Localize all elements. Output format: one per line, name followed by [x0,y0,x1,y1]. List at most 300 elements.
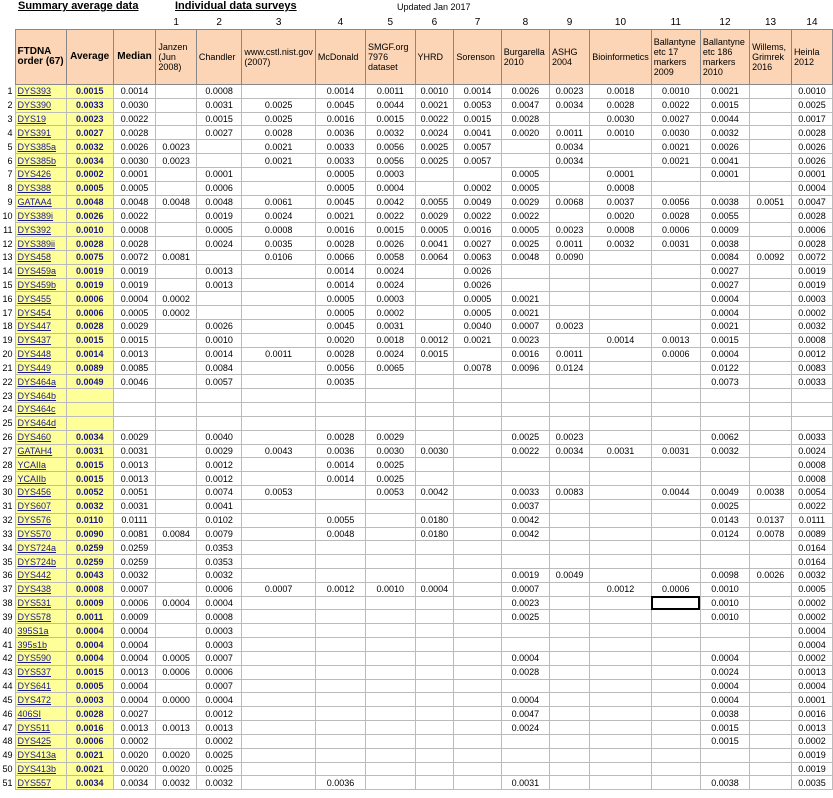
survey-value-cell[interactable] [750,333,792,347]
survey-header-8[interactable]: Burgarella 2010 [501,30,549,85]
survey-value-cell[interactable]: 0.0022 [501,209,549,223]
survey-value-cell[interactable] [242,610,316,624]
survey-value-cell[interactable]: 0.0004 [791,181,832,195]
survey-value-cell[interactable]: 0.0008 [791,333,832,347]
average-cell[interactable]: 0.0021 [66,748,113,762]
survey-value-cell[interactable] [651,458,700,472]
survey-value-cell[interactable] [590,762,652,776]
survey-value-cell[interactable]: 0.0021 [501,306,549,320]
survey-value-cell[interactable]: 0.0001 [700,167,749,181]
survey-value-cell[interactable]: 0.0003 [366,167,415,181]
survey-value-cell[interactable] [700,748,749,762]
survey-value-cell[interactable]: 0.0026 [454,264,501,278]
survey-value-cell[interactable]: 0.0013 [791,665,832,679]
survey-value-cell[interactable] [651,278,700,292]
marker-cell[interactable]: DYS459b [15,278,66,292]
survey-value-cell[interactable] [750,541,792,555]
median-cell[interactable]: 0.0004 [113,292,156,306]
average-cell[interactable]: 0.0089 [66,361,113,375]
survey-value-cell[interactable]: 0.0029 [196,444,241,458]
survey-value-cell[interactable] [590,389,652,403]
survey-value-cell[interactable] [590,278,652,292]
marker-cell[interactable]: DYS19 [15,112,66,126]
marker-cell[interactable]: 406SI [15,707,66,721]
survey-value-cell[interactable] [454,679,501,693]
survey-value-cell[interactable] [366,665,415,679]
survey-header-13[interactable]: Willems, Grimrek 2016 [750,30,792,85]
survey-value-cell[interactable]: 0.0029 [501,195,549,209]
survey-value-cell[interactable]: 0.0028 [315,430,365,444]
median-cell[interactable]: 0.0004 [113,651,156,665]
median-cell[interactable]: 0.0034 [113,776,156,790]
survey-value-cell[interactable] [750,555,792,569]
survey-value-cell[interactable] [750,209,792,223]
average-cell[interactable]: 0.0032 [66,499,113,513]
survey-value-cell[interactable] [549,748,589,762]
survey-value-cell[interactable] [242,292,316,306]
survey-value-cell[interactable] [750,499,792,513]
survey-value-cell[interactable]: 0.0056 [315,361,365,375]
median-cell[interactable]: 0.0019 [113,278,156,292]
survey-value-cell[interactable] [242,665,316,679]
survey-value-cell[interactable] [454,499,501,513]
survey-value-cell[interactable] [700,624,749,638]
survey-value-cell[interactable] [415,472,454,486]
survey-value-cell[interactable]: 0.0020 [156,748,196,762]
survey-value-cell[interactable]: 0.0019 [791,748,832,762]
average-cell[interactable]: 0.0006 [66,734,113,748]
survey-value-cell[interactable]: 0.0049 [454,195,501,209]
survey-value-cell[interactable] [651,734,700,748]
survey-value-cell[interactable] [242,458,316,472]
survey-header-5[interactable]: SMGF.org 7976 dataset [366,30,415,85]
survey-value-cell[interactable] [501,389,549,403]
average-header[interactable]: Average [66,30,113,85]
survey-value-cell[interactable] [549,721,589,735]
survey-value-cell[interactable] [156,679,196,693]
average-cell[interactable]: 0.0259 [66,541,113,555]
survey-value-cell[interactable]: 0.0028 [315,347,365,361]
marker-cell[interactable]: DYS442 [15,568,66,582]
survey-value-cell[interactable]: 0.0020 [156,762,196,776]
survey-value-cell[interactable]: 0.0001 [791,167,832,181]
survey-value-cell[interactable] [315,693,365,707]
survey-value-cell[interactable]: 0.0024 [366,347,415,361]
survey-value-cell[interactable]: 0.0021 [700,85,749,99]
survey-value-cell[interactable]: 0.0027 [454,237,501,251]
survey-value-cell[interactable]: 0.0025 [196,748,241,762]
survey-value-cell[interactable] [366,762,415,776]
survey-value-cell[interactable]: 0.0025 [196,762,241,776]
survey-value-cell[interactable]: 0.0016 [315,112,365,126]
survey-value-cell[interactable] [454,375,501,389]
survey-value-cell[interactable] [590,458,652,472]
survey-value-cell[interactable] [549,292,589,306]
survey-value-cell[interactable] [366,638,415,652]
survey-value-cell[interactable]: 0.0015 [366,112,415,126]
survey-value-cell[interactable] [750,140,792,154]
survey-value-cell[interactable] [156,638,196,652]
survey-value-cell[interactable] [590,361,652,375]
median-cell[interactable]: 0.0032 [113,568,156,582]
median-cell[interactable] [113,416,156,430]
survey-value-cell[interactable] [651,430,700,444]
survey-value-cell[interactable]: 0.0019 [501,568,549,582]
survey-value-cell[interactable]: 0.0044 [700,112,749,126]
survey-value-cell[interactable]: 0.0041 [415,237,454,251]
survey-value-cell[interactable] [315,555,365,569]
survey-value-cell[interactable] [242,167,316,181]
survey-value-cell[interactable] [590,665,652,679]
survey-value-cell[interactable]: 0.0106 [242,250,316,264]
survey-value-cell[interactable] [242,361,316,375]
survey-value-cell[interactable]: 0.0033 [315,154,365,168]
survey-value-cell[interactable] [549,167,589,181]
survey-value-cell[interactable] [242,389,316,403]
median-cell[interactable]: 0.0007 [113,582,156,596]
survey-value-cell[interactable] [242,320,316,334]
survey-value-cell[interactable]: 0.0002 [791,734,832,748]
marker-cell[interactable]: DYS464b [15,389,66,403]
survey-value-cell[interactable] [549,403,589,417]
survey-value-cell[interactable] [454,776,501,790]
survey-value-cell[interactable] [366,513,415,527]
survey-value-cell[interactable]: 0.0055 [315,513,365,527]
survey-value-cell[interactable]: 0.0026 [454,278,501,292]
survey-value-cell[interactable]: 0.0005 [156,651,196,665]
survey-value-cell[interactable]: 0.0043 [242,444,316,458]
survey-value-cell[interactable] [454,527,501,541]
survey-value-cell[interactable]: 0.0090 [549,250,589,264]
survey-value-cell[interactable]: 0.0022 [791,499,832,513]
survey-value-cell[interactable] [242,624,316,638]
survey-value-cell[interactable]: 0.0041 [454,126,501,140]
survey-value-cell[interactable] [156,223,196,237]
survey-value-cell[interactable]: 0.0005 [315,306,365,320]
survey-value-cell[interactable]: 0.0031 [590,444,652,458]
survey-value-cell[interactable] [700,472,749,486]
survey-value-cell[interactable]: 0.0083 [549,486,589,500]
survey-value-cell[interactable] [415,264,454,278]
survey-value-cell[interactable]: 0.0023 [549,85,589,99]
survey-value-cell[interactable] [315,762,365,776]
median-cell[interactable]: 0.0029 [113,430,156,444]
survey-value-cell[interactable]: 0.0078 [750,527,792,541]
average-cell[interactable]: 0.0090 [66,527,113,541]
survey-value-cell[interactable] [750,292,792,306]
survey-value-cell[interactable] [415,292,454,306]
marker-cell[interactable]: YCAIIb [15,472,66,486]
survey-value-cell[interactable] [156,320,196,334]
survey-value-cell[interactable] [590,734,652,748]
survey-value-cell[interactable] [415,624,454,638]
survey-value-cell[interactable]: 0.0022 [454,209,501,223]
survey-value-cell[interactable] [415,721,454,735]
median-cell[interactable]: 0.0005 [113,181,156,195]
survey-value-cell[interactable] [590,347,652,361]
survey-value-cell[interactable] [750,154,792,168]
survey-value-cell[interactable] [415,665,454,679]
survey-value-cell[interactable] [590,596,652,610]
survey-value-cell[interactable] [750,762,792,776]
median-cell[interactable]: 0.0030 [113,98,156,112]
survey-value-cell[interactable] [454,748,501,762]
median-cell[interactable]: 0.0015 [113,333,156,347]
survey-value-cell[interactable] [590,555,652,569]
survey-value-cell[interactable]: 0.0032 [791,320,832,334]
survey-value-cell[interactable]: 0.0010 [366,582,415,596]
survey-value-cell[interactable] [651,721,700,735]
survey-value-cell[interactable] [156,707,196,721]
survey-value-cell[interactable]: 0.0018 [590,85,652,99]
marker-cell[interactable]: GATAA4 [15,195,66,209]
average-cell[interactable]: 0.0033 [66,98,113,112]
survey-value-cell[interactable]: 0.0037 [501,499,549,513]
survey-value-cell[interactable]: 0.0040 [454,320,501,334]
survey-value-cell[interactable]: 0.0047 [501,98,549,112]
survey-value-cell[interactable]: 0.0008 [590,181,652,195]
survey-value-cell[interactable]: 0.0004 [700,651,749,665]
survey-value-cell[interactable] [156,375,196,389]
survey-header-2[interactable]: Chandler [196,30,241,85]
survey-value-cell[interactable] [651,762,700,776]
survey-value-cell[interactable] [590,748,652,762]
survey-value-cell[interactable] [651,638,700,652]
survey-value-cell[interactable]: 0.0002 [196,734,241,748]
median-cell[interactable]: 0.0081 [113,527,156,541]
average-cell[interactable] [66,416,113,430]
median-cell[interactable]: 0.0026 [113,140,156,154]
survey-value-cell[interactable] [415,776,454,790]
survey-value-cell[interactable]: 0.0006 [196,665,241,679]
survey-value-cell[interactable] [366,499,415,513]
marker-cell[interactable]: 395S1a [15,624,66,638]
survey-value-cell[interactable] [242,416,316,430]
survey-value-cell[interactable]: 0.0084 [700,250,749,264]
survey-value-cell[interactable] [501,638,549,652]
survey-value-cell[interactable]: 0.0012 [415,333,454,347]
marker-cell[interactable]: DYS390 [15,98,66,112]
survey-value-cell[interactable] [242,333,316,347]
survey-value-cell[interactable]: 0.0030 [415,444,454,458]
marker-cell[interactable]: DYS570 [15,527,66,541]
survey-value-cell[interactable] [454,472,501,486]
survey-value-cell[interactable]: 0.0005 [196,223,241,237]
survey-value-cell[interactable]: 0.0024 [501,721,549,735]
survey-value-cell[interactable]: 0.0011 [549,347,589,361]
survey-value-cell[interactable] [415,375,454,389]
survey-value-cell[interactable]: 0.0030 [366,444,415,458]
survey-header-10[interactable]: Bioinformetics [590,30,652,85]
survey-value-cell[interactable]: 0.0024 [700,665,749,679]
survey-value-cell[interactable] [454,568,501,582]
survey-value-cell[interactable] [750,596,792,610]
survey-value-cell[interactable]: 0.0010 [700,596,749,610]
survey-value-cell[interactable] [750,181,792,195]
survey-value-cell[interactable] [590,375,652,389]
survey-value-cell[interactable]: 0.0025 [366,472,415,486]
survey-value-cell[interactable]: 0.0030 [590,112,652,126]
marker-cell[interactable]: DYS724b [15,555,66,569]
survey-value-cell[interactable]: 0.0002 [366,306,415,320]
marker-cell[interactable]: DYS385b [15,154,66,168]
survey-value-cell[interactable] [700,389,749,403]
survey-value-cell[interactable] [501,679,549,693]
survey-value-cell[interactable] [651,499,700,513]
survey-value-cell[interactable] [156,555,196,569]
median-cell[interactable]: 0.0013 [113,458,156,472]
survey-value-cell[interactable] [366,416,415,430]
survey-value-cell[interactable]: 0.0031 [651,444,700,458]
average-cell[interactable]: 0.0034 [66,154,113,168]
marker-cell[interactable]: DYS456 [15,486,66,500]
survey-value-cell[interactable] [156,458,196,472]
survey-value-cell[interactable]: 0.0013 [156,721,196,735]
survey-value-cell[interactable]: 0.0019 [791,278,832,292]
survey-value-cell[interactable] [750,112,792,126]
survey-value-cell[interactable]: 0.0032 [196,568,241,582]
survey-value-cell[interactable] [549,458,589,472]
survey-value-cell[interactable] [651,568,700,582]
survey-value-cell[interactable] [415,762,454,776]
survey-value-cell[interactable] [750,610,792,624]
survey-value-cell[interactable] [366,403,415,417]
average-cell[interactable]: 0.0019 [66,264,113,278]
survey-value-cell[interactable] [315,624,365,638]
survey-value-cell[interactable] [700,458,749,472]
median-cell[interactable]: 0.0013 [113,472,156,486]
survey-value-cell[interactable] [590,499,652,513]
survey-value-cell[interactable]: 0.0012 [590,582,652,596]
survey-value-cell[interactable]: 0.0033 [791,430,832,444]
average-cell[interactable]: 0.0027 [66,126,113,140]
survey-value-cell[interactable] [549,693,589,707]
survey-value-cell[interactable] [156,734,196,748]
survey-value-cell[interactable]: 0.0024 [366,264,415,278]
survey-value-cell[interactable]: 0.0023 [549,320,589,334]
survey-value-cell[interactable] [750,721,792,735]
survey-value-cell[interactable]: 0.0025 [501,237,549,251]
survey-value-cell[interactable]: 0.0047 [791,195,832,209]
survey-value-cell[interactable]: 0.0010 [415,85,454,99]
survey-value-cell[interactable] [750,472,792,486]
survey-value-cell[interactable]: 0.0028 [791,237,832,251]
survey-value-cell[interactable] [156,333,196,347]
marker-cell[interactable]: DYS413a [15,748,66,762]
average-cell[interactable]: 0.0005 [66,181,113,195]
survey-value-cell[interactable]: 0.0096 [501,361,549,375]
survey-value-cell[interactable] [750,403,792,417]
survey-value-cell[interactable]: 0.0025 [242,112,316,126]
marker-cell[interactable]: DYS438 [15,582,66,596]
survey-value-cell[interactable]: 0.0021 [454,333,501,347]
survey-value-cell[interactable] [590,568,652,582]
marker-header[interactable]: FTDNA order (67) [15,30,66,85]
survey-value-cell[interactable] [590,416,652,430]
survey-value-cell[interactable] [366,375,415,389]
survey-value-cell[interactable]: 0.0048 [315,527,365,541]
survey-value-cell[interactable] [651,320,700,334]
survey-value-cell[interactable]: 0.0035 [242,237,316,251]
average-cell[interactable]: 0.0023 [66,112,113,126]
survey-value-cell[interactable]: 0.0048 [501,250,549,264]
survey-value-cell[interactable]: 0.0064 [415,250,454,264]
survey-value-cell[interactable] [750,223,792,237]
survey-value-cell[interactable]: 0.0013 [791,721,832,735]
average-cell[interactable]: 0.0003 [66,693,113,707]
average-cell[interactable]: 0.0011 [66,610,113,624]
survey-value-cell[interactable]: 0.0004 [156,596,196,610]
survey-value-cell[interactable] [415,596,454,610]
median-cell[interactable]: 0.0022 [113,209,156,223]
survey-value-cell[interactable]: 0.0010 [791,85,832,99]
survey-value-cell[interactable] [415,555,454,569]
survey-value-cell[interactable] [750,430,792,444]
survey-value-cell[interactable]: 0.0025 [501,430,549,444]
survey-value-cell[interactable]: 0.0028 [501,112,549,126]
survey-value-cell[interactable] [315,665,365,679]
survey-value-cell[interactable] [156,167,196,181]
survey-value-cell[interactable] [549,596,589,610]
survey-value-cell[interactable]: 0.0021 [315,209,365,223]
survey-value-cell[interactable]: 0.0089 [791,527,832,541]
survey-value-cell[interactable] [750,679,792,693]
survey-value-cell[interactable] [315,610,365,624]
marker-cell[interactable]: 395s1b [15,638,66,652]
survey-value-cell[interactable] [750,458,792,472]
survey-value-cell[interactable]: 0.0005 [454,292,501,306]
median-cell[interactable]: 0.0028 [113,237,156,251]
survey-value-cell[interactable]: 0.0013 [196,264,241,278]
survey-value-cell[interactable]: 0.0023 [156,140,196,154]
survey-value-cell[interactable]: 0.0006 [156,665,196,679]
survey-value-cell[interactable] [454,665,501,679]
median-cell[interactable]: 0.0013 [113,665,156,679]
survey-value-cell[interactable] [454,416,501,430]
median-cell[interactable]: 0.0085 [113,361,156,375]
survey-value-cell[interactable]: 0.0029 [415,209,454,223]
survey-value-cell[interactable]: 0.0038 [700,237,749,251]
survey-value-cell[interactable]: 0.0074 [196,486,241,500]
survey-value-cell[interactable] [242,278,316,292]
survey-value-cell[interactable] [750,693,792,707]
survey-value-cell[interactable]: 0.0024 [196,237,241,251]
survey-value-cell[interactable] [501,458,549,472]
survey-value-cell[interactable]: 0.0022 [501,444,549,458]
survey-value-cell[interactable]: 0.0013 [651,333,700,347]
survey-value-cell[interactable]: 0.0028 [791,209,832,223]
marker-cell[interactable]: DYS472 [15,693,66,707]
survey-value-cell[interactable] [750,707,792,721]
survey-value-cell[interactable]: 0.0020 [315,333,365,347]
survey-value-cell[interactable]: 0.0032 [156,776,196,790]
survey-value-cell[interactable]: 0.0092 [750,250,792,264]
survey-value-cell[interactable]: 0.0013 [196,721,241,735]
survey-value-cell[interactable]: 0.0011 [242,347,316,361]
median-cell[interactable]: 0.0031 [113,499,156,513]
survey-value-cell[interactable] [700,541,749,555]
average-cell[interactable]: 0.0043 [66,568,113,582]
survey-value-cell[interactable]: 0.0002 [791,610,832,624]
survey-value-cell[interactable] [590,541,652,555]
survey-value-cell[interactable]: 0.0024 [791,444,832,458]
survey-value-cell[interactable] [651,472,700,486]
survey-value-cell[interactable] [242,499,316,513]
survey-value-cell[interactable]: 0.0032 [791,568,832,582]
survey-value-cell[interactable] [315,568,365,582]
survey-value-cell[interactable] [501,375,549,389]
survey-value-cell[interactable] [156,264,196,278]
